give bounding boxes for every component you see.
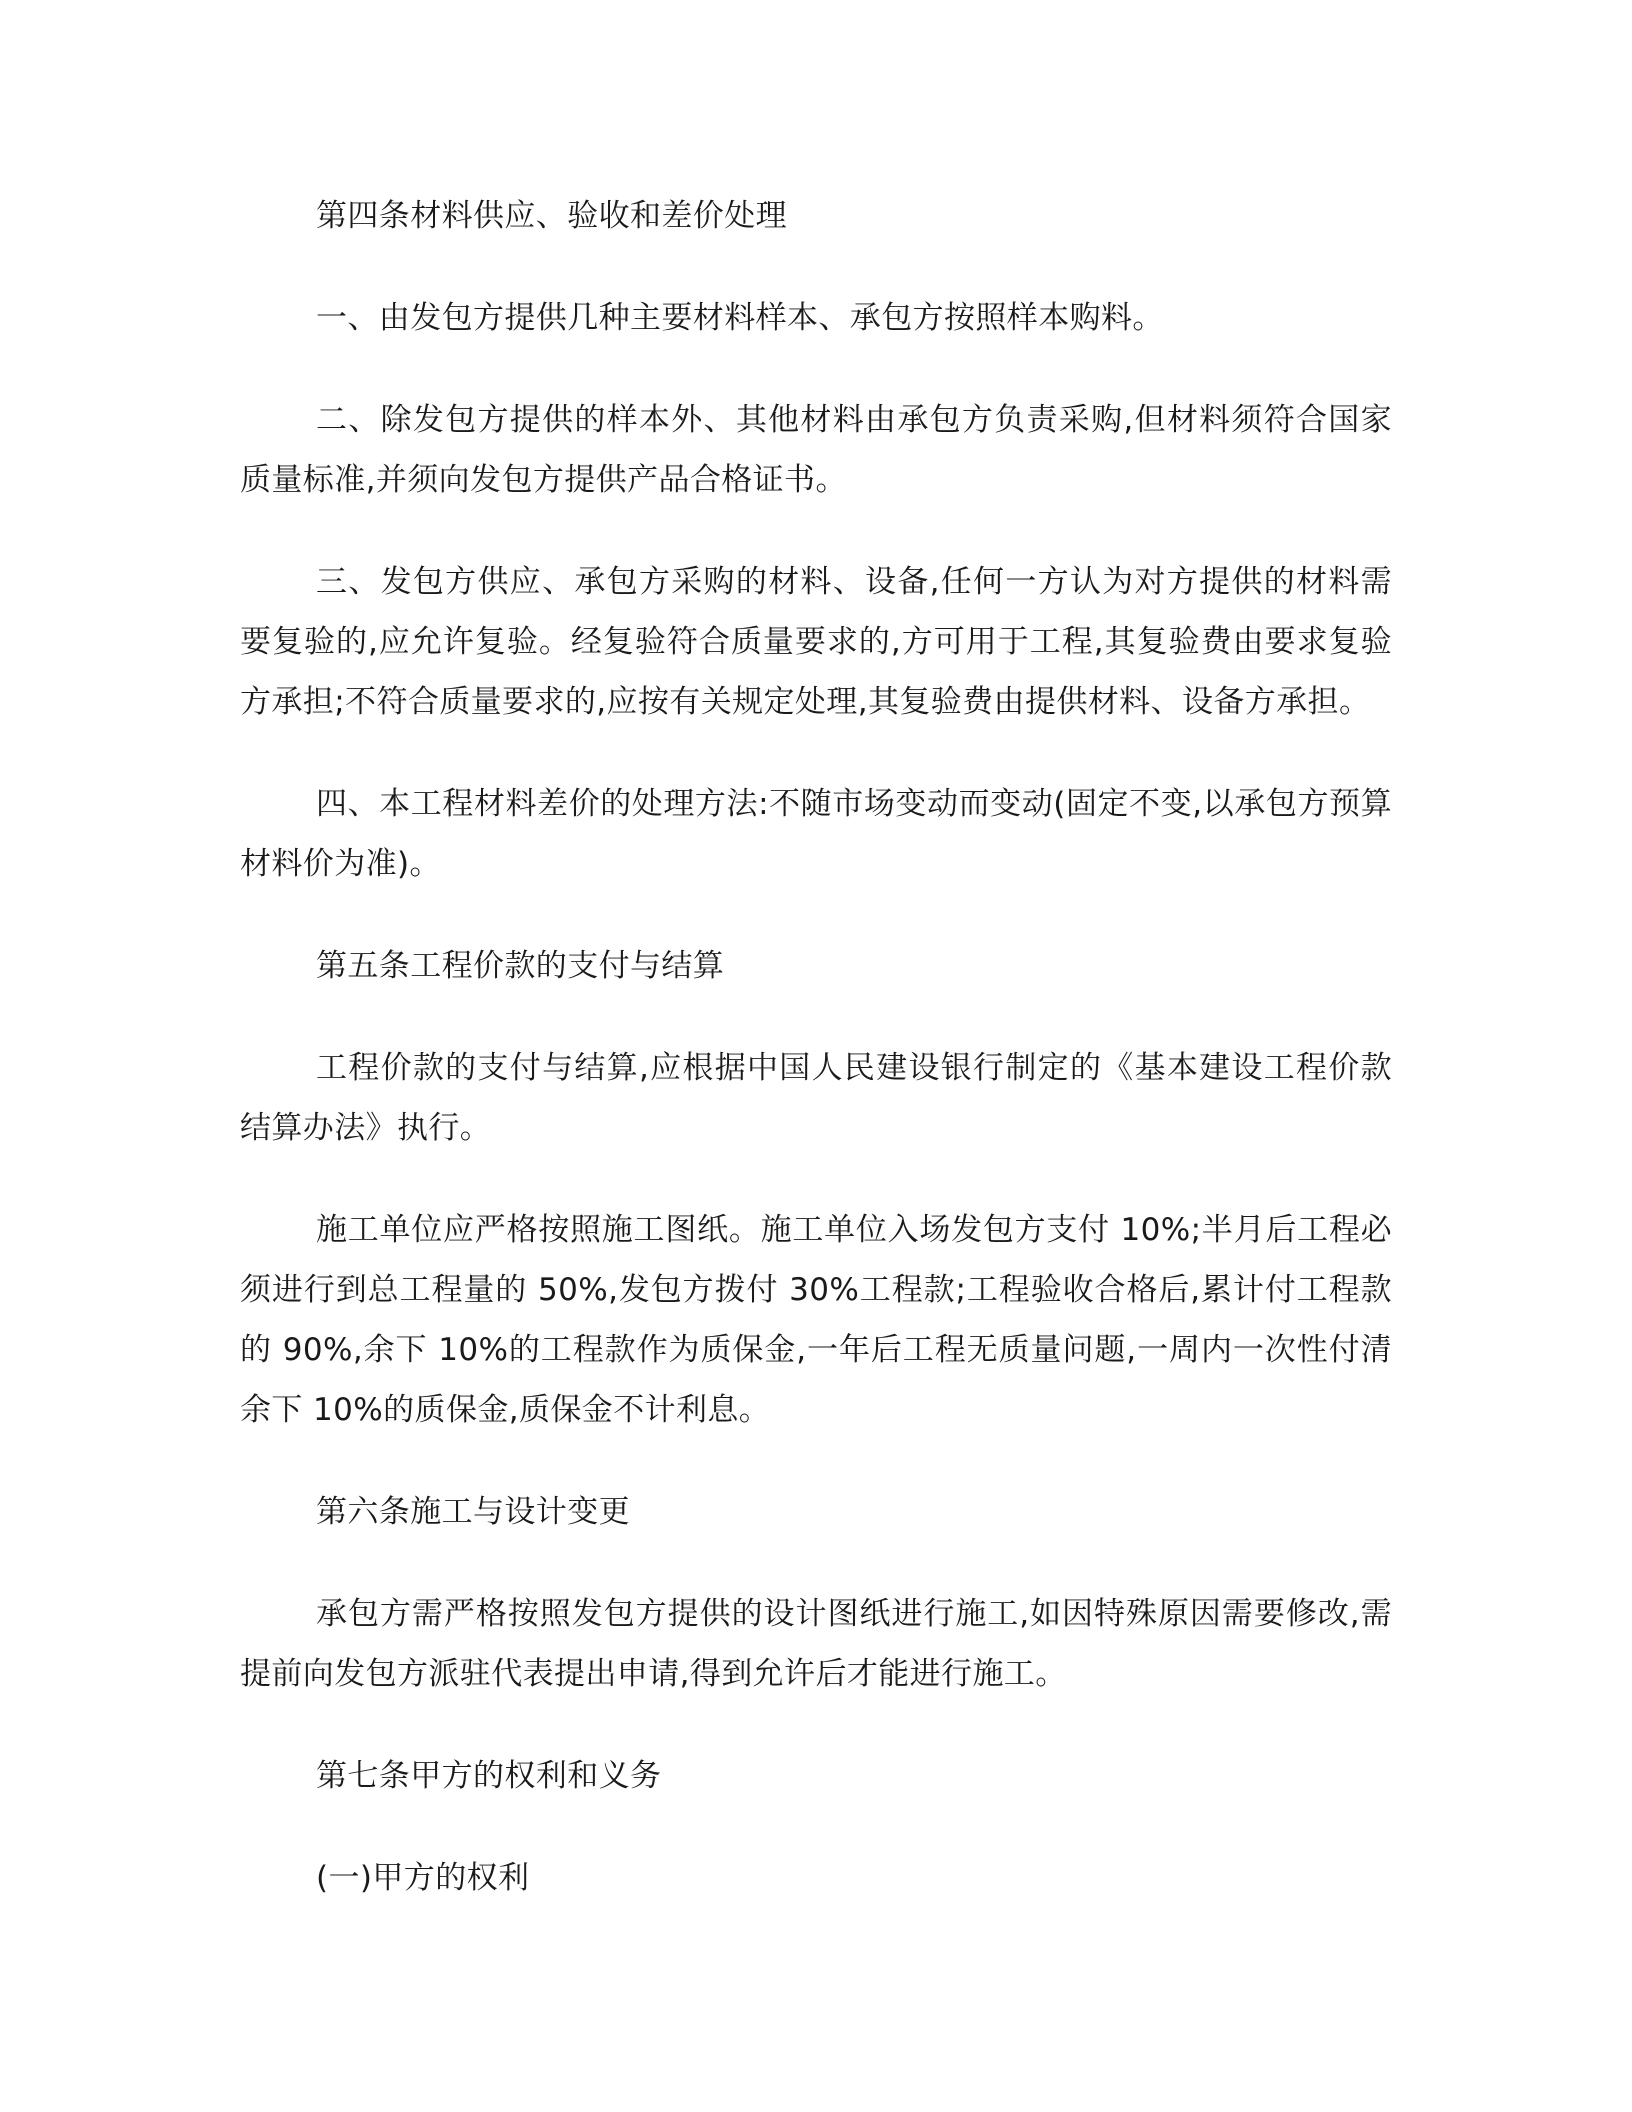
- article-6-paragraph: 承包方需严格按照发包方提供的设计图纸进行施工,如因特殊原因需要修改,需提前向发包方派驻代表提出申请,得到允许后才能进行施工。: [240, 1596, 1392, 1692]
- article-4-heading: 第四条材料供应、验收和差价处理: [316, 198, 787, 234]
- article-7-heading: 第七条甲方的权利和义务: [316, 1758, 662, 1794]
- article-5-heading: 第五条工程价款的支付与结算: [316, 948, 725, 984]
- article-6-heading: 第六条施工与设计变更: [316, 1494, 630, 1530]
- clause-4-1: 一、由发包方提供几种主要材料样本、承包方按照样本购料。: [316, 300, 1164, 336]
- clause-4-2: 二、除发包方提供的样本外、其他材料由承包方负责采购,但材料须符合国家质量标准,并须向发包方提供产品合格证书。: [240, 402, 1392, 498]
- document-body: [240, 186, 1392, 1908]
- article-7-subheading-1: (一)甲方的权利: [316, 1860, 530, 1896]
- article-5-paragraph-1: 工程价款的支付与结算,应根据中国人民建设银行制定的《基本建设工程价款结算办法》执行。: [240, 1050, 1392, 1146]
- clause-4-3: 三、发包方供应、承包方采购的材料、设备,任何一方认为对方提供的材料需要复验的,应允许复验。经复验符合质量要求的,方可用于工程,其复验费由要求复验方承担;不符合质量要求的,应按有关规定处理,其复验费由提供材料、设备方承担。: [240, 564, 1392, 720]
- article-5-paragraph-2: 施工单位应严格按照施工图纸。施工单位入场发包方支付 10%;半月后工程必须进行到总工程量的 50%,发包方拨付 30%工程款;工程验收合格后,累计付工程款的 90%,余下 10%的工程款作为质保金,一年后工程无质量问题,一周内一次性付清余下 10%的质保金,质保金不计利息。: [240, 1212, 1392, 1428]
- clause-4-4: 四、本工程材料差价的处理方法:不随市场变动而变动(固定不变,以承包方预算材料价为准)。: [240, 786, 1392, 882]
